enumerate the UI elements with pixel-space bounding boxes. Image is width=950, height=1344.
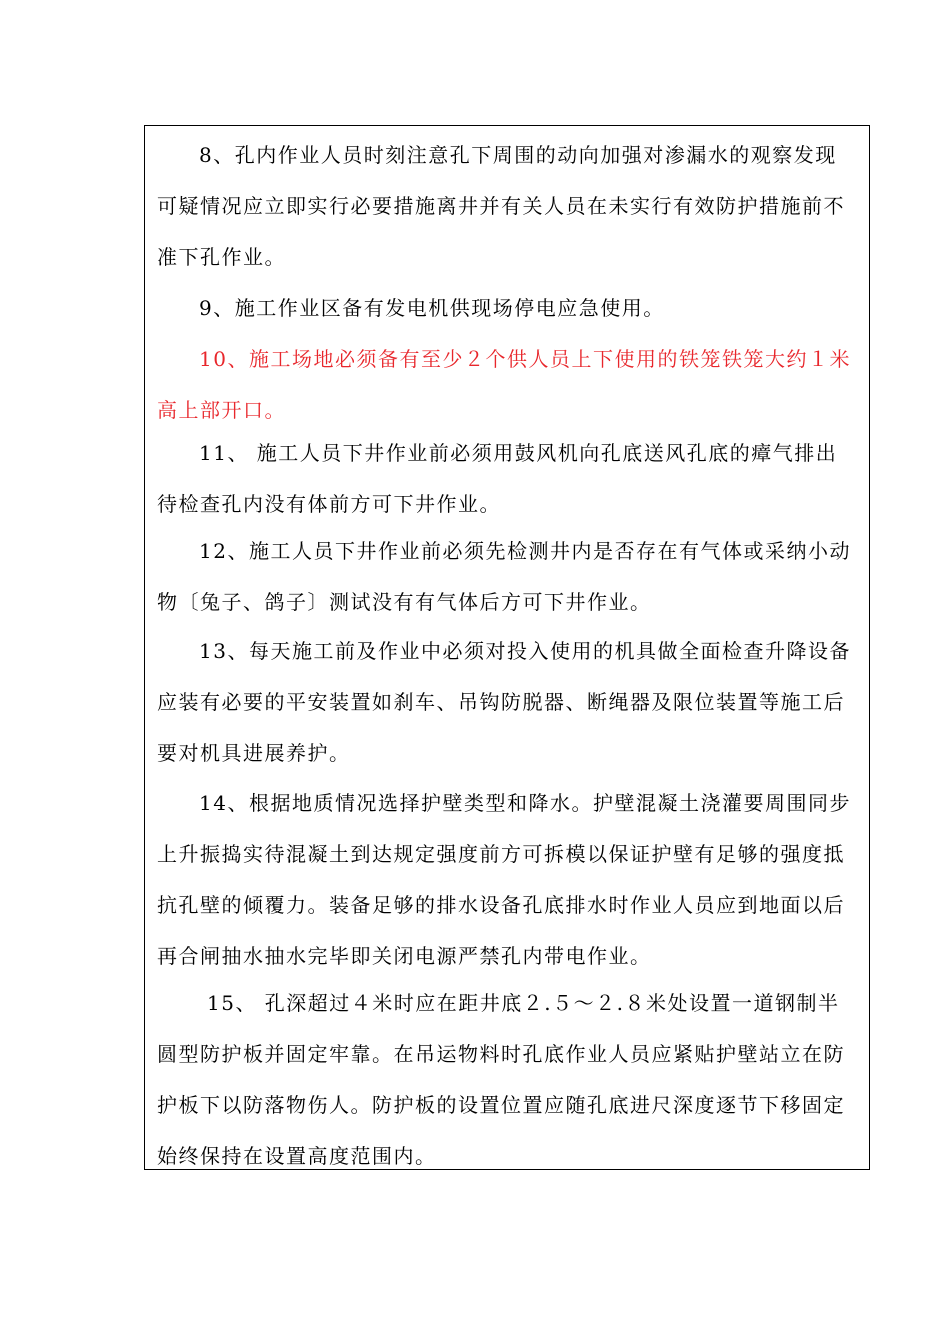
paragraph-item-15: 15、 孔深超过４米时应在距井底２.５～２.８米处设置一道钢制半圆型防护板并固定牢靠。在吊运物料时孔底作业人员应紧贴护壁站立在防护板下以防落物伤人。防护板的设置位置应随孔底进尺深度逐节下移固定始终保持在设置高度范围内。 bbox=[157, 991, 845, 1168]
paragraph-item-14: 14、根据地质情况选择护壁类型和降水。护壁混凝土浇灌要周围同步上升振捣实待混凝土到达规定强度前方可拆模以保证护壁有足够的强度抵抗孔壁的倾覆力。装备足够的排水设备孔底排水时作业人员应到地面以后再合闸抽水抽水完毕即关闭电源严禁孔内带电作业。 bbox=[157, 791, 851, 968]
paragraph-item-10: 10、施工场地必须备有至少２个供人员上下使用的铁笼铁笼大约１米高上部开口。 bbox=[157, 347, 851, 422]
paragraph-item-11: 11、 施工人员下井作业前必须用鼓风机向孔底送风孔底的瘴气排出待检查孔内没有体前方可下井作业。 bbox=[157, 441, 838, 516]
paragraph-item-12: 12、施工人员下井作业前必须先检测井内是否存在有气体或采纳小动物〔兔子、鸽子〕测试没有有气体后方可下井作业。 bbox=[157, 539, 851, 614]
document-table-frame bbox=[144, 125, 870, 1170]
paragraph-item-8: 8、孔内作业人员时刻注意孔下周围的动向加强对渗漏水的观察发现可疑情况应立即实行必要措施离井并有关人员在未实行有效防护措施前不准下孔作业。 bbox=[157, 143, 845, 269]
paragraph-item-9: 9、施工作业区备有发电机供现场停电应急使用。 bbox=[199, 296, 665, 320]
paragraph-item-13: 13、每天施工前及作业中必须对投入使用的机具做全面检查升降设备应装有必要的平安装置如刹车、吊钩防脱器、断绳器及限位装置等施工后要对机具进展养护。 bbox=[157, 639, 851, 765]
